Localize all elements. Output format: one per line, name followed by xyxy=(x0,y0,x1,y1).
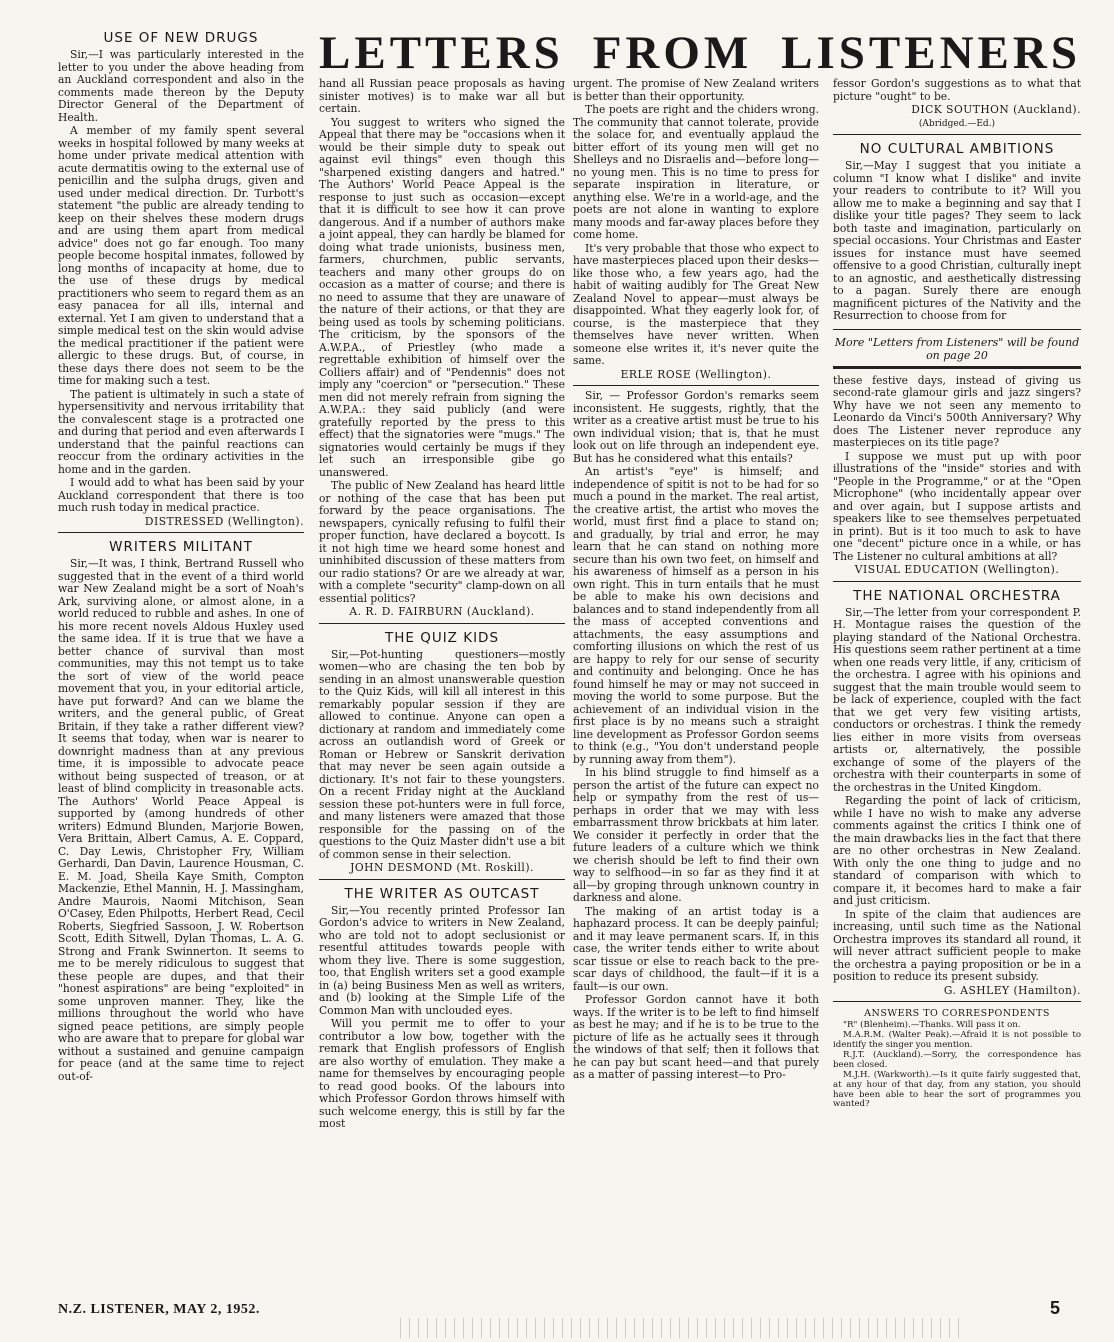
signature: JOHN DESMOND (Mt. Roskill). xyxy=(350,861,534,874)
continued-notice: More "Letters from Listeners" will be found on page 20 xyxy=(833,329,1081,369)
letter-paragraph: Will you permit me to offer to your contributor a low bow, together with the remark that English professors of English are also worthy of emulation. They make a name for themselves by encouraging people to read good books. Of the labours into which Professor Gordon throws himself with such welcome energy, this is still by far the most xyxy=(319,1017,565,1130)
letter-paragraph: The public of New Zealand has heard little or nothing of the case that has been put forward by the peace organisations. The newspapers, cynically refusing to fulfil their proper function, have declared a boycott. Is it not high time we heard some honest and uninhibited discussion of these matters from our radio stations? Or are we already at war, with a complete "security" clamp-down on all essential politics? xyxy=(319,479,565,605)
heading-writers-militant: WRITERS MILITANT xyxy=(109,539,253,555)
column-3 xyxy=(573,78,819,1300)
answers-to-correspondents xyxy=(833,1008,1081,1110)
letter-paragraph: urgent. The promise of New Zealand writers is better than their opportunity. xyxy=(573,78,819,103)
divider xyxy=(58,532,304,533)
letter-paragraph: hand all Russian peace proposals as having sinister motives) is to make war all but certain. xyxy=(319,78,565,115)
answer-item: "R" (Blenheim).—Thanks. Will pass it on. xyxy=(843,1019,1021,1030)
heading-the-writer-as-outcast: THE WRITER AS OUTCAST xyxy=(344,885,540,902)
letter-paragraph: Sir,—May I suggest that you initiate a column "I know what I dislike" and invite your readers to contribute to it? Will you allow me to make a beginning and say that I dislike your title pages? They seem to lack both taste and imagination, particularly on special occasions. Your Christmas and Easter issues for instance must have seemed offensive to a good Christian, culturally inept to an agnostic, and aesthetically distressing to a pagan. Surely there are enough magnificent pictures of the Nativity and the Resurrection to choose from for xyxy=(833,159,1081,322)
signature: ERLE ROSE (Wellington). xyxy=(620,367,772,381)
letter-paragraph: It's very probable that those who expect to have masterpieces placed upon their desks—like those who, a few years ago, had the habit of waiting audibly for The Great New Zealand Novel to appear—must always be disappointed. What they eagerly look for, of course, is the masterpiece that they themselves have never written. When someone else writes it, it's never quite the same. xyxy=(573,241,819,367)
footer-publication-date: N.Z. LISTENER, MAY 2, 1952. xyxy=(58,1302,260,1317)
letter-paragraph: I would add to what has been said by your Auckland correspondent that there is too much rush today in medical practice. xyxy=(58,476,304,514)
letter-paragraph: In his blind struggle to find himself as a person the artist of the future can expect no help or sympathy from the rest of us—perhaps in order that we may with less embarrassment throw brickbats at him later. We consider it perfectly in order that the future leaders of a culture which we think we cherish should be left to find their own way to selfhood—in so far as they find it at all—by groping through unknown country in darkness and alone. xyxy=(573,766,819,904)
column-4 xyxy=(833,78,1081,1300)
masthead-word-from: FROM xyxy=(592,27,753,79)
divider xyxy=(319,879,565,880)
answer-item: R.J.T. (Auckland).—Sorry, the correspondence has been closed. xyxy=(833,1050,1081,1070)
letter-paragraph: Sir,—It was, I think, Bertrand Russell who suggested that in the event of a third world war New Zealand might be a sort of Noah's Ark, surviving alone, or almost alone, in a world reduced to rubble and ashes. In one of his more recent novels Aldous Huxley used the same idea. If it is true that we have a better chance of survival than most communities, may this not tempt us to take the sort of view of the world peace movement that you, in your editorial article, have put forward? And can we blame the writers, and the general public, of Great Britain, if they take a rather different view? It seems that today, when war is nearer to downright madness than at any previous time, it is impossible to advocate peace without being suspected of treason, or at least of blind complicity in treasonable acts. The Authors' World Peace Appeal is supported by (among hundreds of other writers) Edmund Blunden, Marjorie Bowen, Vera Brittain, Albert Camus, A. E. Coppard, C. Day Lewis, Christopher Fry, William Gerhardi, Dan Davin, Laurence Housman, C. E. M. Joad, Sheila Kaye Smith, Compton Mackenzie, Ethel Mannin, H. J. Massingham, Andre Maurois, Naomi Mitchison, Sean O'Casey, Eden Philpotts, Herbert Read, Cecil Roberts, Siegfried Sassoon, J. W. Robertson Scott, Edith Sitwell, Dylan Thomas, L. A. G. Strong and Frank Swinnerton. It seems to me to be merely ridiculous to suggest that these people are dupes, and that their "honest aspirations" are being "exploited" in some unproven manner. They, like the millions throughout the world who have signed peace petitions, are simply people who are aware that to prepare for global war without a sustained and genuine campaign for peace (and at the same time to reject out-of- xyxy=(58,557,304,1083)
letter-paragraph: A member of my family spent several weeks in hospital followed by many weeks at home under private medical attention with acute dermatitis owing to the external use of penicillin and the sulpha drugs, given and used under medical direction. Dr. Turbott's statement "the public are already tending to keep on their shelves these modern drugs and are using them apart from medical advice" does not go far enough. Too many people become hospital inmates, followed by long months of incapacity at home, due to the use of these drugs by medical practitioners who seem to regard them as an easy panacea for all ills, internal and external. Yet I am given to understand that a simple medical test on the skin would advise the medical practitioner if the patient were allergic to these drugs. But, of course, in these days there does not seem to be the time for making such a test. xyxy=(58,124,304,387)
letter-paragraph: these festive days, instead of giving us second-rate glamour girls and jazz singers? Why have we not seen any memento to Leonardo da Vinci's 500th Anniversary? Why does The Listener never reproduce any masterpieces on its title page? xyxy=(833,373,1081,449)
letter-paragraph: Sir, — Professor Gordon's remarks seem inconsistent. He suggests, rightly, that the writer as a creative artist must be true to his own individual vision; that is, that he must look out on life through an independent eye. But has he considered what this entails? xyxy=(573,389,819,465)
letter-paragraph: The making of an artist today is a haphazard process. It can be deeply painful; and it may leave permanent scars. If, in this case, the writer tends either to write about scar tissue or else to reach back to the pre-scar days of childhood, the fault—if it is a fault—is our own. xyxy=(573,904,819,993)
print-smudge-decoration xyxy=(400,1318,960,1338)
signature: VISUAL EDUCATION (Wellington). xyxy=(854,563,1060,576)
letter-paragraph: You suggest to writers who signed the Appeal that there may be "occasions when it would be their simple duty to speak out against evil things" even though this "sharpened existing dangers and hatred." The Authors' World Peace Appeal is the response to just such as occasion—except that it is difficult to see how it can prove dangerous. And if a number of authors make a joint appeal, they can hardly be blamed for doing what trade unionists, business men, farmers, churchmen, public servants, teachers and many other groups do on occasion as a matter of course; and there is no need to assume that they are unaware of the nature of their actions, or that they are being used as tools by scheming politicians. The criticism, by the sponsors of the A.W.P.A., of Priestley (who made a regrettable exhibition of himself over the Colliers affair) and of "Pendennis" does not imply any "coercion" or "persecution." These men did not merely refrain from signing the A.W.P.A.: they said publicly (and were gratefully reported by the press to this effect) that the signatories were "mugs." The signatories would certainly be mugs if they let such an irresponsible gibe go unanswered. xyxy=(319,115,565,479)
heading-the-national-orchestra: THE NATIONAL ORCHESTRA xyxy=(853,587,1061,604)
divider xyxy=(833,581,1081,582)
letter-paragraph: fessor Gordon's suggestions as to what that picture "ought" to be. xyxy=(833,78,1081,103)
answer-item: M.A.R.M. (Walter Peak).—Afraid it is not possible to identify the singer you mention. xyxy=(833,1030,1081,1050)
masthead xyxy=(319,28,1081,78)
letter-paragraph: An artist's "eye" is himself; and independence of spitit is not to be had for so much a pound in the market. The real artist, the creative artist, the artist who moves the world, must first find a place to stand on; and gradually, by trial and error, he may learn that he can stand on nothing more secure than his own two feet, on himself and his awareness of himself as a person in his own right. This in turn entails that he must be able to make his own decisions and balances and to stand independently from all the mass of accepted conventions and attachments, the easy assumptions and comforting illusions on which the rest of us are happy to rely for our sense of security and continuity and belonging. Once he has found himself he may or may not succeed in moving the world to some purpose. But the achievement of an individual vision in the first place is by no means such a straight line development as Professor Gordon seems to think (e.g., "You don't understand people by running away from them"). xyxy=(573,465,819,766)
letter-paragraph: The poets are right and the chiders wrong. The community that cannot tolerate, provide the solace for, and eventually applaud the bitter effort of its young men will get no Shelleys and no Disraelis and—before long—no young men. This is no time to press for separate inspiration in literature, or anything else. We're in a world-age, and the poets are not alone in wanting to explore many moods and far-away places before they come home. xyxy=(573,103,819,241)
masthead-word-listeners: LISTENERS xyxy=(781,27,1081,79)
letter-paragraph: Sir,—The letter from your correspondent P. H. Montague raises the question of the playing standard of the National Orchestra. His questions seem rather pertinent at a time when one reads very little, if any, criticism of the orchestra. I agree with his opinions and suggest that the main trouble would seem to be lack of experience, coupled with the fact that we get very few visiting artists, conductors or orchestras. I think the remedy lies either in more visits from overseas artists or, alternatively, the possible exchange of some of the players of the orchestra with their counterparts in some of the orchestras in the United Kingdom. xyxy=(833,605,1081,794)
signature: G. ASHLEY (Hamilton). xyxy=(943,983,1081,997)
column-2 xyxy=(319,78,565,1300)
answers-title: ANSWERS TO CORRESPONDENTS xyxy=(864,1008,1050,1019)
signature: DICK SOUTHON (Auckland). xyxy=(911,103,1081,116)
divider xyxy=(319,623,565,624)
letter-paragraph: The patient is ultimately in such a state of hypersensitivity and nervous irritability that the convalescent stage is a protracted one and during that period and even afterwards I understand that the painful reactions can reoccur from the ordinary activities in the home and in the garden. xyxy=(58,387,304,476)
masthead-word-letters: LETTERS xyxy=(319,27,564,79)
abridged-note: (Abridged.—Ed.) xyxy=(918,118,996,129)
letter-paragraph: Sir,—Pot-hunting questioners—mostly women—who are chasing the ten bob by sending in an almost unanswerable question to the Quiz Kids, will kill all interest in this remarkably popular session if they are allowed to continue. Anyone can open a dictionary at random and immediately come across an outlandish word of Greek or Roman or Hebrew or Sanskrit derivation that may never be seen again outside a dictionary. It's not fair to these youngsters. On a recent Friday night at the Auckland session these pot-hunters were in full force, and many listeners were amazed that those responsible for the passing on of the questions to the Quiz Master didn't use a bit of common sense in their selection. xyxy=(319,647,565,861)
page-number: 5 xyxy=(1050,1298,1061,1318)
answer-item: M.J.H. (Warkworth).—Is it quite fairly suggested that, at any hour of that day, from any station, you should have been able to hear the sort of programmes you wanted? xyxy=(833,1070,1081,1110)
divider xyxy=(833,1001,1081,1002)
column-1 xyxy=(58,30,304,1300)
heading-no-cultural-ambitions: NO CULTURAL AMBITIONS xyxy=(859,141,1055,157)
heading-the-quiz-kids: THE QUIZ KIDS xyxy=(384,629,500,646)
letter-paragraph: Regarding the point of lack of criticism, while I have no wish to make any adverse comments against the critics I think one of the main drawbacks lies in the fact that there are no other orchestras in New Zealand. With only the one thing to judge and no standard of comparison with which to compare it, it becomes hard to make a fair and just criticism. xyxy=(833,794,1081,907)
divider xyxy=(833,134,1081,135)
signature: DISTRESSED (Wellington). xyxy=(144,514,304,528)
letter-paragraph: Sir,—I was particularly interested in the letter to you under the above heading from an Auckland correspondent and also in the comments made thereon by the Deputy Director General of the Department of Health. xyxy=(58,48,304,124)
heading-use-of-new-drugs: USE OF NEW DRUGS xyxy=(103,30,259,46)
letter-paragraph: In spite of the claim that audiences are increasing, until such time as the National Orchestra improves its standard all round, it will never attract sufficient people to make the orchestra a paying proposition or be in a position to reduce its present subsidy. xyxy=(833,907,1081,983)
letter-paragraph: Sir,—You recently printed Professor Ian Gordon's advice to writers in New Zealand, who are told not to adopt seclusionist or resentful attitudes towards people with whom they live. There is some suggestion, too, that English writers set a good example in (a) being Business Men as well as writers, and (b) looking at the Simple Life of the Common Man with unclouded eyes. xyxy=(319,903,565,1017)
divider xyxy=(573,385,819,386)
signature: A. R. D. FAIRBURN (Auckland). xyxy=(349,605,535,618)
letter-paragraph: Professor Gordon cannot have it both ways. If the writer is to be left to find himself as best he may; and if he is to be true to the picture of life as he actually sees it through the windows of that self; then it follows that he can pay but scant heed—and that purely as a matter of passing interest—to Pro- xyxy=(573,993,819,1081)
letter-paragraph: I suppose we must put up with poor illustrations of the "inside" stories and with "People in the Programme," or at the "Open Microphone" (who incidentally appear over and over again, but I suppose artists and speakers like to see themselves perpetuated in print). But is it too much to ask to have one "decent" picture once in a while, or has The Listener no cultural ambitions at all? xyxy=(833,449,1081,563)
